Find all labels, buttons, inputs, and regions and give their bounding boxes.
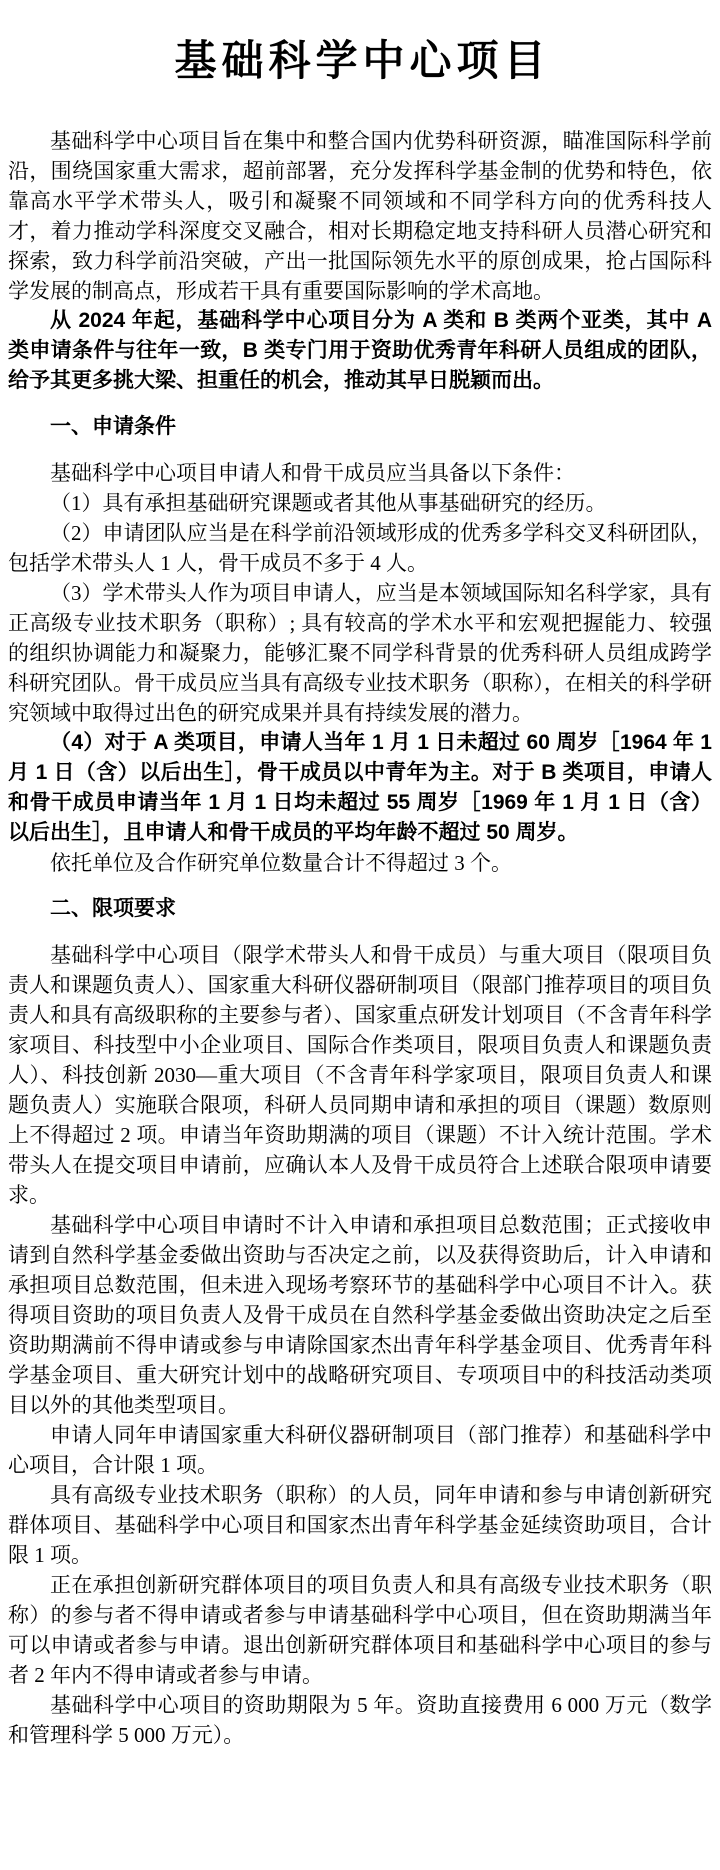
- paragraph-same-year-instrument-limit: 申请人同年申请国家重大科研仪器研制项目（部门推荐）和基础科学中心项目，合计限 1 项。: [8, 1423, 712, 1477]
- paragraph-host-institution-limit: 依托单位及合作研究单位数量合计不得超过 3 个。: [50, 851, 512, 875]
- section-heading-application-conditions: 一、申请条件: [50, 415, 176, 438]
- paragraph-counting-rules: 基础科学中心项目申请时不计入申请和承担项目总数范围；正式接收申请到自然科学基金委做出资助与否决定之前，以及获得资助后，计入申请和承担项目总数范围，但未进入现场考察环节的基础科学中心项目不计入。获得项目资助的项目负责人及骨干成员在自然科学基金委做出资助决定之后至资助期满前不得申请或参与申请除国家杰出青年科学基金项目、优秀青年科学基金项目、重大研究计划中的战略研究项目、专项项目中的科技活动类项目以外的其他类型项目。: [8, 1213, 712, 1417]
- intro-paragraph-2024-classes: 从 2024 年起，基础科学中心项目分为 A 类和 B 类两个亚类，其中 A 类申请条件与往年一致，B 类专门用于资助优秀青年科研人员组成的团队，给予其更多挑大梁、担重任的机会，推动其早日脱颖而出。: [8, 309, 712, 392]
- paragraph-condition-4-age-limits: （4）对于 A 类项目，申请人当年 1 月 1 日未超过 60 周岁［1964 年 1 月 1 日（含）以后出生］，骨干成员以中青年为主。对于 B 类项目，申请人和骨干成员申请当年 1 月 1 日均未超过 55 周岁［1969 年 1 月 1 日（含）以后出生］，且申请人和骨干成员的平均年龄不超过 50 周岁。: [8, 731, 712, 844]
- paragraph-condition-1: （1）具有承担基础研究课题或者其他从事基础研究的经历。: [50, 491, 607, 515]
- paragraph-condition-2: （2）申请团队应当是在科学前沿领域形成的优秀多学科交叉科研团队，包括学术带头人 1 人，骨干成员不多于 4 人。: [8, 521, 712, 575]
- paragraph-innovation-group-restriction: 正在承担创新研究群体项目的项目负责人和具有高级专业技术职务（职称）的参与者不得申请或者参与申请基础科学中心项目，但在资助期满当年可以申请或者参与申请。退出创新研究群体项目和基础科学中心项目的参与者 2 年内不得申请或者参与申请。: [8, 1573, 712, 1687]
- paragraph-joint-restriction: 基础科学中心项目（限学术带头人和骨干成员）与重大项目（限项目负责人和课题负责人）、国家重大科研仪器研制项目（限部门推荐项目的项目负责人和具有高级职称的主要参与者）、国家重点研发计划项目（不含青年科学家项目、科技型中小企业项目、国际合作类项目，限项目负责人和课题负责人）、科技创新 2030—重大项目（不含青年科学家项目，限项目负责人和课题负责人）实施联合限项，科研人员同期申请和承担的项目（课题）数原则上不得超过 2 项。申请当年资助期满的项目（课题）不计入统计范围。学术带头人在提交项目申请前，应确认本人及骨干成员符合上述联合限项申请要求。: [8, 943, 712, 1207]
- document-title: 基础科学中心项目: [174, 39, 551, 85]
- intro-paragraph-overview: 基础科学中心项目旨在集中和整合国内优势科研资源，瞄准国际科学前沿，围绕国家重大需求，超前部署，充分发挥科学基金制的优势和特色，依靠高水平学术带头人，吸引和凝聚不同领域和不同学科方向的优秀科技人才，着力推动学科深度交叉融合，相对长期稳定地支持科研人员潜心研究和探索，致力科学前沿突破，产出一批国际领先水平的原创成果，抢占国际科学发展的制高点，形成若干具有重要国际影响的学术高地。: [8, 129, 712, 303]
- paragraph-funding-period-amount: 基础科学中心项目的资助期限为 5 年。资助直接费用 6 000 万元（数学和管理科学 5 000 万元）。: [8, 1693, 712, 1747]
- paragraph-conditions-lead: 基础科学中心项目申请人和骨干成员应当具备以下条件：: [50, 461, 575, 485]
- paragraph-condition-3: （3）学术带头人作为项目申请人，应当是本领域国际知名科学家，具有正高级专业技术职务（职称）; 具有较高的学术水平和宏观把握能力、较强的组织协调能力和凝聚力，能够汇聚不同学科背景的优秀科研人员组成跨学科研究团队。骨干成员应当具有高级专业技术职务（职称），在相关的科学研究领域中取得过出色的研究成果并具有持续发展的潜力。: [8, 581, 712, 725]
- paragraph-senior-title-limit: 具有高级专业技术职务（职称）的人员，同年申请和参与申请创新研究群体项目、基础科学中心项目和国家杰出青年科学基金延续资助项目，合计限 1 项。: [8, 1483, 712, 1567]
- section-heading-restriction-requirements: 二、限项要求: [50, 897, 176, 920]
